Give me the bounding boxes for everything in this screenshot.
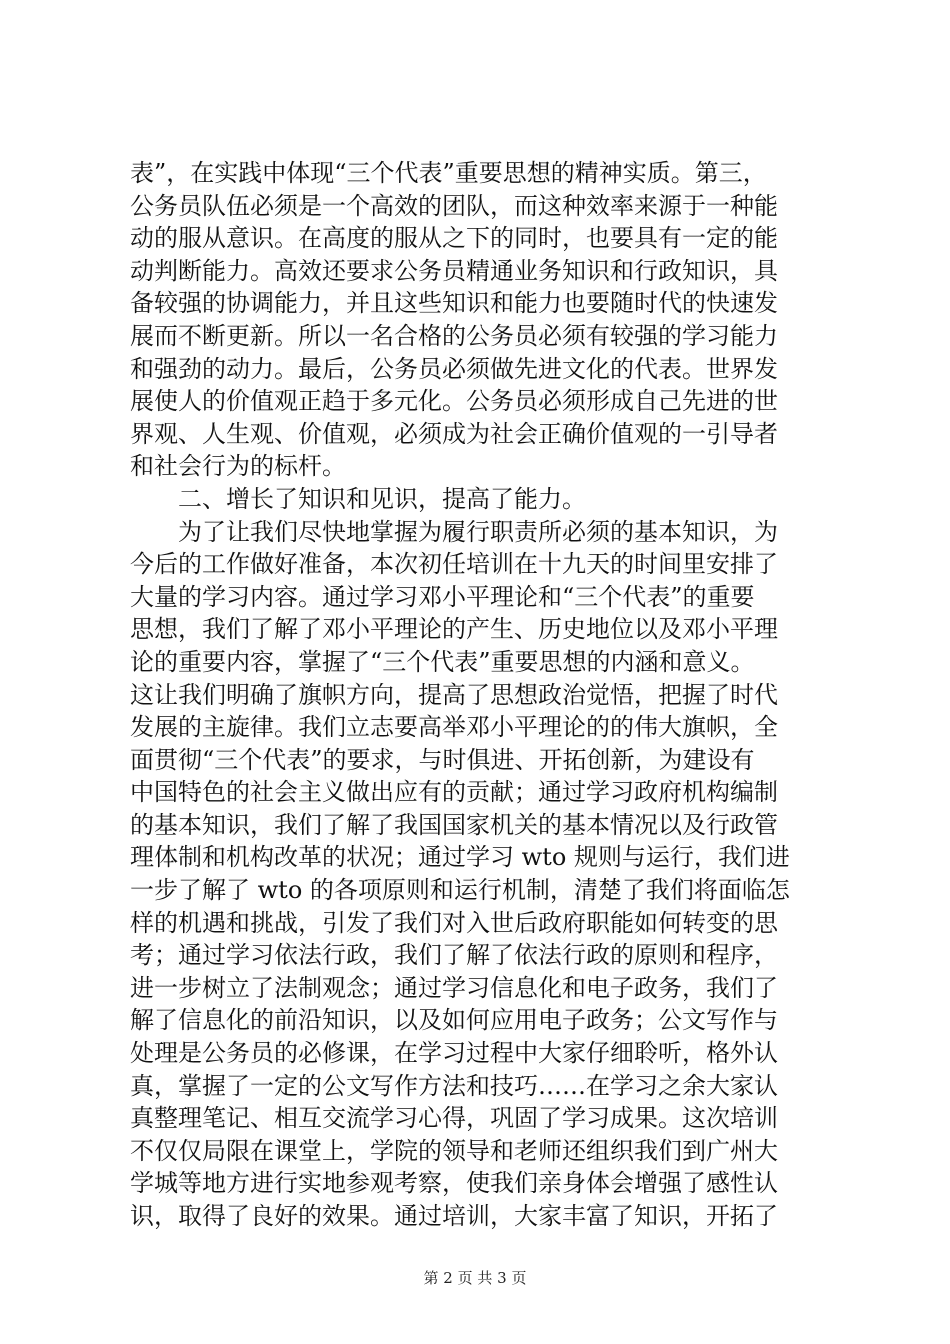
text-line: 一步了解了 wto 的各项原则和运行机制，清楚了我们将面临怎 <box>130 876 790 905</box>
text-line: 发展的主旋律。我们立志要高举邓小平理论的的伟大旗帜，全 <box>130 713 778 742</box>
text-line: 识，取得了良好的效果。通过培训，大家丰富了知识，开拓了 <box>130 1202 778 1230</box>
text-line: 表”，在实践中体现“三个代表”重要思想的精神实质。第三， <box>130 159 767 187</box>
text-line: 大量的学习内容。通过学习邓小平理论和“三个代表”的重要 <box>130 582 755 611</box>
text-line: 动的服从意识。在高度的服从之下的同时，也要具有一定的能 <box>130 224 778 253</box>
page-number-footer: 第 2 页 共 3 页 <box>423 1269 527 1287</box>
text-line: 理体制和机构改革的状况；通过学习 wto 规则与运行，我们进 <box>130 843 790 872</box>
text-line: 样的机遇和挑战，引发了我们对入世后政府职能如何转变的思 <box>130 908 778 937</box>
text-line: 真，掌握了一定的公文写作方法和技巧……在学习之余大家认 <box>130 1071 778 1100</box>
text-line: 动判断能力。高效还要求公务员精通业务知识和行政知识，具 <box>130 256 778 285</box>
text-line: 展使人的价值观正趋于多元化。公务员必须形成自己先进的世 <box>130 387 778 416</box>
text-line: 面贯彻“三个代表”的要求，与时俱进、开拓创新，为建设有 <box>130 745 755 774</box>
text-line: 处理是公务员的必修课，在学习过程中大家仔细聆听，格外认 <box>130 1039 778 1068</box>
text-line: 考；通过学习依法行政，我们了解了依法行政的原则和程序， <box>130 941 778 970</box>
text-line: 思想，我们了解了邓小平理论的产生、历史地位以及邓小平理 <box>130 615 778 644</box>
text-line: 解了信息化的前沿知识，以及如何应用电子政务；公文写作与 <box>130 1006 778 1035</box>
text-line: 的基本知识，我们了解了我国国家机关的基本情况以及行政管 <box>130 810 778 839</box>
text-line: 这让我们明确了旗帜方向，提高了思想政治觉悟，把握了时代 <box>130 680 778 709</box>
text-line: 公务员队伍必须是一个高效的团队，而这种效率来源于一种能 <box>130 191 778 220</box>
section-heading: 二、增长了知识和见识，提高了能力。 <box>130 484 586 513</box>
text-line: 真整理笔记、相互交流学习心得，巩固了学习成果。这次培训 <box>130 1104 778 1133</box>
text-line: 界观、人生观、价值观，必须成为社会正确价值观的一引导者 <box>130 419 778 448</box>
text-line: 中国特色的社会主义做出应有的贡献；通过学习政府机构编制 <box>130 778 778 807</box>
text-line: 学城等地方进行实地参观考察，使我们亲身体会增强了感性认 <box>130 1169 778 1198</box>
text-line: 论的重要内容，掌握了“三个代表”重要思想的内涵和意义。 <box>130 647 755 676</box>
text-line: 和社会行为的标杆。 <box>130 452 346 481</box>
text-line: 展而不断更新。所以一名合格的公务员必须有较强的学习能力 <box>130 321 778 350</box>
text-line: 进一步树立了法制观念；通过学习信息化和电子政务，我们了 <box>130 973 778 1002</box>
text-line: 和强劲的动力。最后，公务员必须做先进文化的代表。世界发 <box>130 354 778 383</box>
document-body <box>130 157 826 1233</box>
text-line: 为了让我们尽快地掌握为履行职责所必须的基本知识，为 <box>130 517 778 546</box>
text-line: 今后的工作做好准备，本次初任培训在十九天的时间里安排了 <box>130 550 778 579</box>
text-line: 不仅仅局限在课堂上，学院的领导和老师还组织我们到广州大 <box>130 1136 778 1165</box>
text-line: 备较强的协调能力，并且这些知识和能力也要随时代的快速发 <box>130 289 778 318</box>
